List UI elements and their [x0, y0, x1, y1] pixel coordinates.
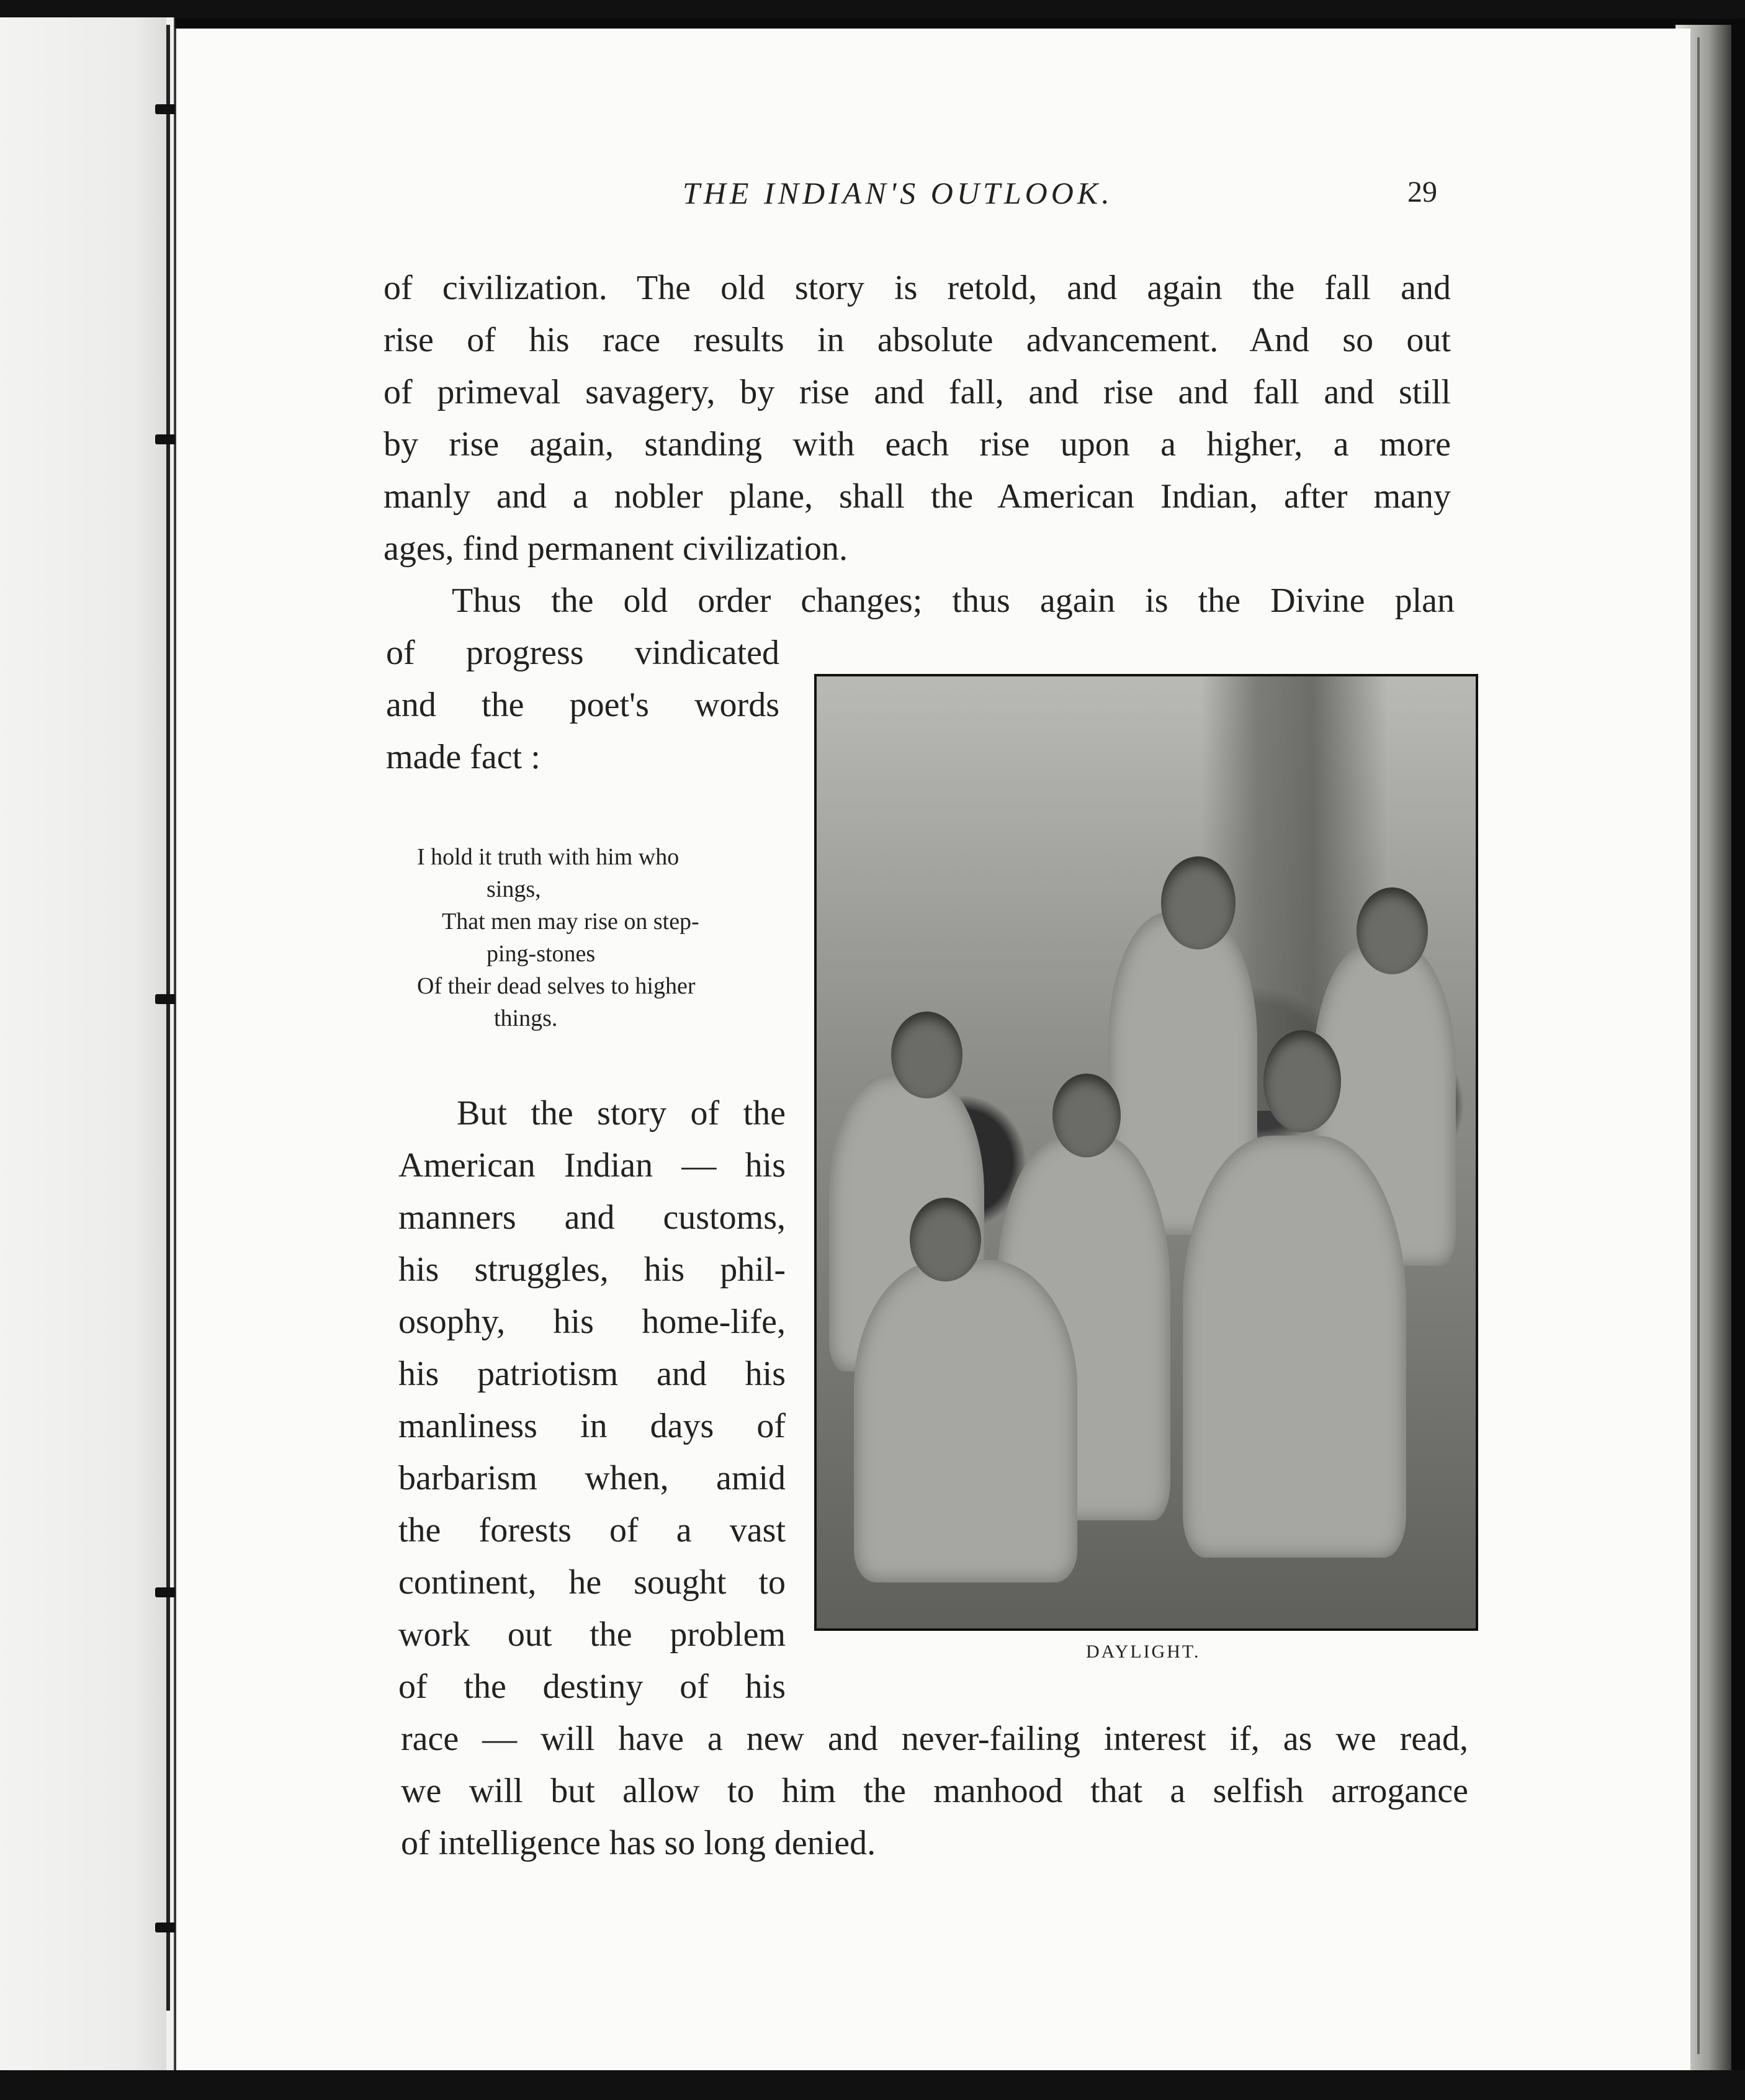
text-line: of progress vindicated: [386, 634, 779, 672]
photo-figure-head: [910, 1198, 981, 1281]
text-line: barbarism when, amid: [398, 1459, 786, 1497]
photo-figure-head: [1052, 1074, 1121, 1157]
text-line: work out the problem: [398, 1615, 786, 1654]
text-line: of primeval savagery, by rise and fall, and rise and fall and still: [384, 373, 1451, 411]
scan-top-edge: [0, 0, 1745, 19]
photo-caption: DAYLIGHT.: [1086, 1641, 1201, 1662]
text-line: manliness in days of: [398, 1407, 786, 1445]
text-line: of the destiny of his: [398, 1667, 786, 1706]
text-line: made fact :: [386, 738, 541, 776]
text-line: of intelligence has so long denied.: [401, 1824, 876, 1862]
text-line: ages, find permanent civilization.: [384, 529, 848, 568]
facing-page-surface: [0, 17, 166, 2078]
scan-bottom-edge: [0, 2070, 1745, 2100]
text-line: and the poet's words: [386, 686, 779, 724]
photo-figure-head: [1161, 856, 1236, 949]
book-binding: [166, 25, 170, 2011]
text-line: his patriotism and his: [398, 1355, 786, 1393]
text-line: osophy, his home-life,: [398, 1303, 786, 1341]
group-photograph: [814, 674, 1478, 1631]
text-line: we will but allow to him the manhood that a selfish arrogance: [401, 1772, 1468, 1810]
photo-figure-head: [1263, 1030, 1341, 1133]
photo-figure-head: [1357, 887, 1428, 974]
text-line: rise of his race results in absolute advancement. And so out: [384, 321, 1451, 359]
page-edge: [1697, 37, 1700, 2054]
poem-line: That men may rise on step-: [442, 909, 699, 935]
poem-line: I hold it truth with him who: [417, 844, 680, 870]
poem-line: ping-stones: [487, 941, 596, 967]
poem-line: sings,: [487, 876, 541, 902]
text-line: But the story of the: [457, 1094, 786, 1133]
text-line: of civilization. The old story is retold, and again the fall and: [384, 269, 1451, 307]
running-head: THE INDIAN'S OUTLOOK.: [683, 176, 1113, 210]
text-line: by rise again, standing with each rise upon a higher, a more: [384, 425, 1451, 464]
text-line: his struggles, his phil-: [398, 1250, 786, 1289]
text-line: the forests of a vast: [398, 1511, 786, 1550]
text-line: continent, he sought to: [398, 1563, 786, 1602]
photo-figure: [1183, 1136, 1406, 1558]
poem-line: things.: [494, 1005, 558, 1031]
text-line: manners and customs,: [398, 1198, 786, 1237]
photo-figure-head: [891, 1012, 962, 1098]
text-line: American Indian — his: [398, 1146, 786, 1185]
text-line: race — will have a new and never-failing interest if, as we read,: [401, 1720, 1468, 1758]
text-line: Thus the old order changes; thus again is the Divine plan: [452, 581, 1455, 620]
poem-line: Of their dead selves to higher: [417, 973, 696, 999]
photo-figure: [854, 1260, 1077, 1582]
page-number: 29: [1407, 176, 1437, 209]
text-line: manly and a nobler plane, shall the American Indian, after many: [384, 477, 1451, 516]
